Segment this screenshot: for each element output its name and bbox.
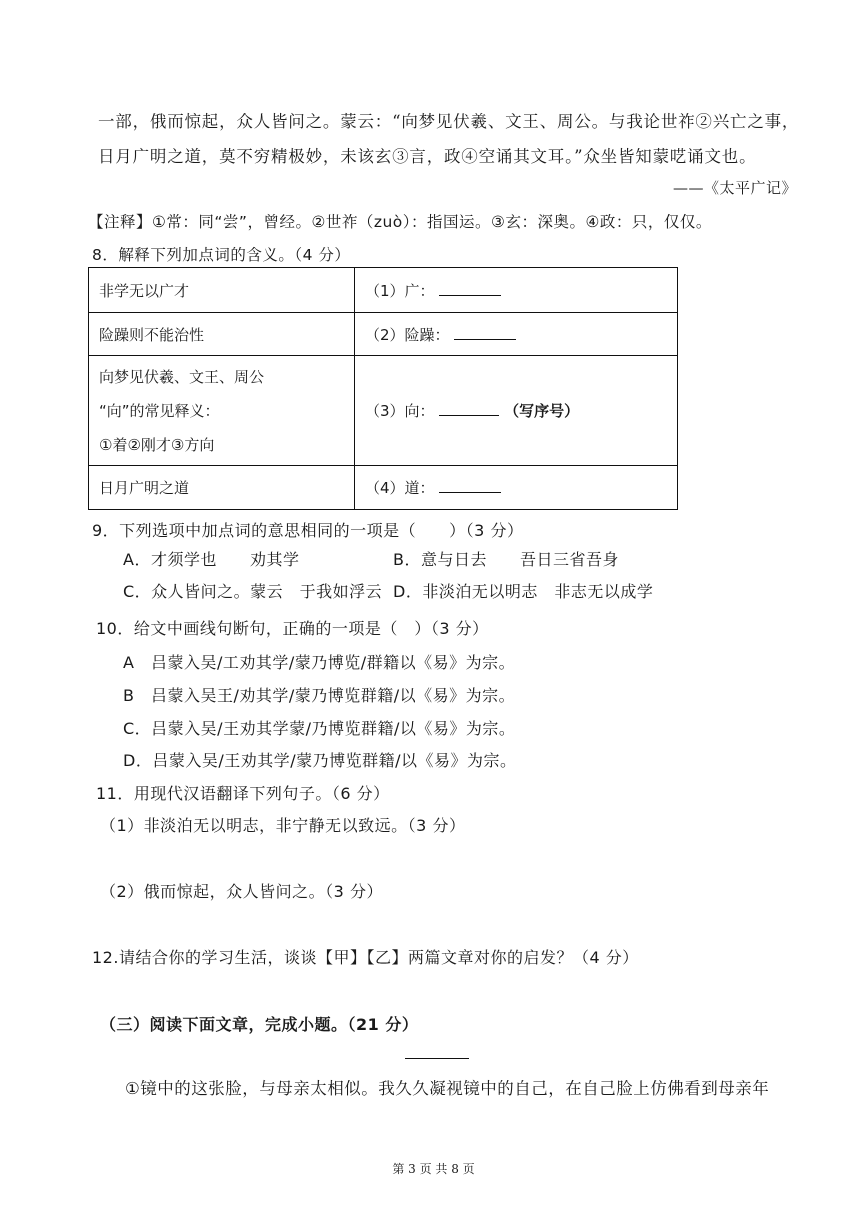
q8-answer-label: （3）向： — [365, 402, 435, 420]
q8-sentence-cell — [89, 466, 355, 510]
q8-answer-label: （1）广： — [365, 281, 435, 300]
q9-option-c: C．众人皆问之。蒙云 于我如浮云 — [123, 582, 383, 601]
q8-meaning-options: ①着②刚才③方向 — [99, 435, 215, 454]
q8-sentence-cell — [89, 268, 355, 313]
q8-answer-blank[interactable] — [454, 325, 516, 340]
q9-option-a: A．才须学也 劝其学 — [123, 550, 300, 569]
passage-line-1: 一部，俄而惊起，众人皆问之。蒙云：“向梦见伏羲、文王、周公。与我论世祚②兴亡之事， — [98, 112, 800, 131]
q10-option-d: D．吕蒙入吴/王劝其学/蒙乃博览群籍/以《易》为宗。 — [123, 751, 517, 770]
q8-answer-label: （2）险躁： — [365, 325, 450, 344]
section-3-paragraph-1: ①镜中的这张脸，与母亲太相似。我久久凝视镜中的自己，在自己脸上仿佛看到母亲年 — [125, 1079, 770, 1098]
q8-sentence: 日月广明之道 — [99, 479, 190, 497]
q8-sentence-cell — [89, 356, 355, 466]
q8-meaning-heading: “向”的常见释义： — [99, 401, 220, 420]
q10-option-b: B 吕蒙入吴王/劝其学/蒙乃博览群籍/以《易》为宗。 — [123, 686, 516, 705]
q8-title: 8．解释下列加点词的含义。（4 分） — [92, 246, 351, 264]
q8-sentence: 向梦见伏羲、文王、周公 — [99, 367, 265, 386]
q10-title: 10．给文中画线句断句，正确的一项是（ ）（3 分） — [96, 619, 489, 638]
q9-option-d: D．非淡泊无以明志 非志无以成学 — [393, 582, 654, 601]
q11-sentence-2: （2）俄而惊起，众人皆问之。（3 分） — [100, 882, 383, 901]
q8-sentence-cell — [89, 313, 355, 356]
passage-notes: 【注释】①常：同“尝”，曾经。②世祚（zuò）：指国运。③玄：深奥。④政：只，仅仅。 — [88, 213, 712, 231]
q8-answer-blank[interactable] — [439, 478, 501, 493]
q8-answer-hint: （写序号） — [504, 402, 580, 420]
page-footer: 第 3 页 共 8 页 — [392, 1162, 475, 1176]
q10-option-a: A 吕蒙入吴/工劝其学/蒙乃博览/群籍以《易》为宗。 — [123, 653, 516, 672]
section-3-title: （三）阅读下面文章，完成小题。（21 分） — [100, 1015, 419, 1034]
q8-answer-cell — [355, 466, 678, 510]
q8-answer-cell — [355, 313, 678, 356]
q10-option-c: C．吕蒙入吴/王劝其学蒙/乃博览群籍/以《易》为宗。 — [123, 719, 516, 738]
q9-title: 9．下列选项中加点词的意思相同的一项是（ ）（3 分） — [92, 521, 524, 540]
q8-answer-blank[interactable] — [439, 401, 499, 416]
q8-sentence: 非学无以广才 — [99, 281, 190, 300]
q8-row — [89, 356, 678, 466]
title-blank-line — [405, 1058, 469, 1059]
q11-sentence-1: （1）非淡泊无以明志，非宁静无以致远。（3 分） — [100, 816, 466, 835]
passage-line-2: 日月广明之道，莫不穷精极妙，未该玄③言，政④空诵其文耳。”众坐皆知蒙呓诵文也。 — [98, 147, 757, 166]
q8-sentence: 险躁则不能治性 — [99, 325, 205, 344]
q9-option-b: B．意与日去 吾日三省吾身 — [393, 550, 619, 569]
passage-source: ——《太平广记》 — [673, 179, 798, 197]
q8-answer-cell — [355, 356, 678, 466]
q12-title: 12.请结合你的学习生活，谈谈【甲】【乙】两篇文章对你的启发？（4 分） — [92, 948, 639, 967]
q8-row — [89, 268, 678, 313]
q8-table — [88, 267, 678, 510]
q11-title: 11．用现代汉语翻译下列句子。（6 分） — [96, 784, 390, 803]
q8-answer-label: （4）道： — [365, 479, 435, 497]
q8-row — [89, 466, 678, 510]
q8-answer-cell — [355, 268, 678, 313]
q8-row — [89, 313, 678, 356]
q8-answer-blank[interactable] — [439, 281, 501, 296]
